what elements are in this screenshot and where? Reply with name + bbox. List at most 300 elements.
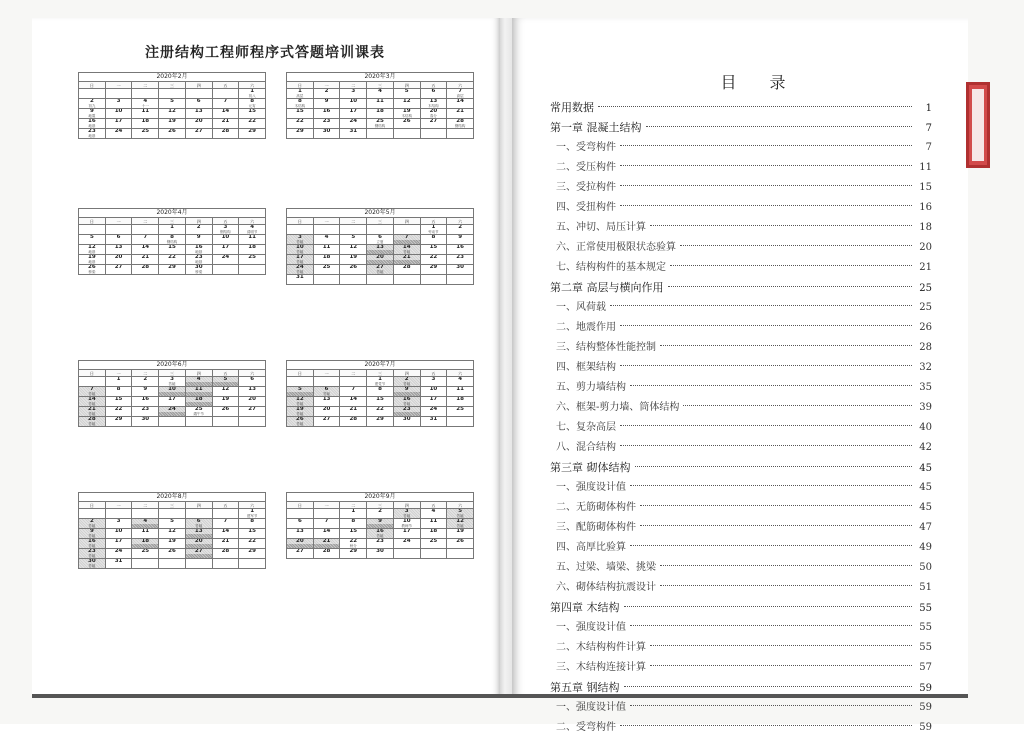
toc-leader-dots bbox=[646, 126, 913, 127]
day-cell: 2 答疑 bbox=[394, 377, 421, 387]
empty-cell bbox=[314, 225, 341, 235]
day-cell: 21 bbox=[394, 255, 421, 265]
day-cell: 24 bbox=[340, 119, 367, 129]
day-cell: 15 bbox=[239, 529, 266, 539]
toc-leader-dots bbox=[630, 705, 912, 706]
toc-entry-text: 第一章 混凝土结构 bbox=[550, 121, 642, 134]
empty-cell bbox=[132, 559, 159, 569]
day-cell: 21 bbox=[340, 407, 367, 417]
day-cell: 9 答疑 bbox=[79, 529, 106, 539]
day-cell: 31 bbox=[106, 559, 133, 569]
calendar-months bbox=[78, 72, 480, 646]
day-cell: 12 bbox=[213, 387, 240, 397]
day-cell: 16 地基 bbox=[79, 119, 106, 129]
toc-section-entry bbox=[550, 398, 932, 418]
day-cell: 23 bbox=[132, 407, 159, 417]
day-cell: 1 建党节 bbox=[367, 377, 394, 387]
weekday-header: 日 bbox=[79, 82, 106, 89]
day-cell: 3 答疑 bbox=[159, 377, 186, 387]
day-cell: 6 bbox=[287, 519, 314, 529]
weekday-header: 四 bbox=[394, 218, 421, 225]
day-cell: 12 答疑 bbox=[287, 397, 314, 407]
empty-cell bbox=[79, 509, 106, 519]
toc-section-entry bbox=[550, 178, 932, 198]
day-cell: 14 bbox=[447, 99, 474, 109]
day-cell: 27 bbox=[239, 407, 266, 417]
day-cell: 17 bbox=[106, 539, 133, 549]
day-cell: 25 钢结构 bbox=[367, 119, 394, 129]
empty-cell bbox=[239, 559, 266, 569]
day-cell: 19 地基 bbox=[79, 255, 106, 265]
calendar-title: 注册结构工程师程序式答题培训课表 bbox=[145, 45, 385, 61]
day-cell: 17 bbox=[394, 529, 421, 539]
day-cell: 24 bbox=[421, 407, 448, 417]
day-cell: 2 初九 bbox=[79, 99, 106, 109]
toc-page-number: 49 bbox=[919, 542, 932, 553]
day-cell: 4 十一 bbox=[132, 99, 159, 109]
toc-page-number: 7 bbox=[925, 142, 932, 153]
day-cell: 13 bbox=[239, 387, 266, 397]
toc-entry-text: 一、受弯构件 bbox=[556, 142, 616, 153]
day-cell: 6 答疑 bbox=[186, 519, 213, 529]
toc-leader-dots bbox=[640, 505, 912, 506]
toc-section-entry bbox=[550, 378, 932, 398]
toc-page-number: 51 bbox=[919, 582, 932, 593]
day-cell: 31 bbox=[287, 275, 314, 285]
day-cell: 7 bbox=[213, 99, 240, 109]
day-cell: 23 地基 bbox=[186, 255, 213, 265]
day-cell: 22 bbox=[106, 407, 133, 417]
empty-cell bbox=[394, 275, 421, 285]
day-cell: 29 bbox=[340, 549, 367, 559]
day-cell: 6 答疑 bbox=[314, 387, 341, 397]
month-title: 2020年7月 bbox=[286, 360, 474, 369]
day-cell: 17 bbox=[340, 109, 367, 119]
day-cell: 9 bbox=[314, 99, 341, 109]
toc-section-entry bbox=[550, 578, 932, 598]
weekday-header: 二 bbox=[132, 502, 159, 509]
toc-leader-dots bbox=[640, 525, 912, 526]
day-cell: 11 bbox=[186, 387, 213, 397]
day-cell: 3 bbox=[106, 99, 133, 109]
weekday-header: 一 bbox=[314, 370, 341, 377]
day-cell: 25 bbox=[447, 407, 474, 417]
empty-cell bbox=[447, 417, 474, 427]
day-cell: 3 答疑 bbox=[394, 509, 421, 519]
weekday-header: 二 bbox=[132, 370, 159, 377]
day-cell: 18 bbox=[367, 109, 394, 119]
month-title: 2020年4月 bbox=[78, 208, 266, 217]
weekday-header: 五 bbox=[421, 502, 448, 509]
day-cell: 23 bbox=[367, 539, 394, 549]
month-grid bbox=[286, 81, 474, 139]
weekday-header: 日 bbox=[79, 370, 106, 377]
day-cell: 21 答疑 bbox=[79, 407, 106, 417]
weekday-header: 六 bbox=[447, 82, 474, 89]
day-cell: 14 bbox=[132, 245, 159, 255]
day-cell: 14 答疑 bbox=[79, 397, 106, 407]
day-cell: 17 答疑 bbox=[287, 255, 314, 265]
toc-page-number: 47 bbox=[919, 522, 932, 533]
toc-entry-text: 七、复杂高层 bbox=[556, 422, 616, 433]
toc-page-number: 35 bbox=[919, 382, 932, 393]
day-cell: 7 bbox=[132, 235, 159, 245]
toc-entry-text: 第三章 砌体结构 bbox=[550, 461, 631, 474]
toc-section-entry bbox=[550, 538, 932, 558]
day-cell: 8 木结构 bbox=[287, 99, 314, 109]
day-cell: 20 bbox=[186, 119, 213, 129]
toc-section-entry bbox=[550, 478, 932, 498]
toc-section-entry bbox=[550, 698, 932, 718]
empty-cell bbox=[106, 89, 133, 99]
day-cell: 6 bbox=[421, 89, 448, 99]
day-cell: 5 答疑 bbox=[447, 509, 474, 519]
toc-section-entry bbox=[550, 198, 932, 218]
toc-section-entry bbox=[550, 258, 932, 278]
day-cell: 20 bbox=[314, 407, 341, 417]
toc-page-number: 32 bbox=[919, 362, 932, 373]
toc-section-entry bbox=[550, 638, 932, 658]
empty-cell bbox=[79, 377, 106, 387]
toc-entry-text: 二、受压构件 bbox=[556, 162, 616, 173]
empty-cell bbox=[367, 225, 394, 235]
day-cell: 27 答疑 bbox=[367, 265, 394, 275]
day-cell: 18 bbox=[132, 119, 159, 129]
day-cell: 24 bbox=[394, 539, 421, 549]
day-cell: 28 钢结构 bbox=[447, 119, 474, 129]
day-cell: 17 bbox=[106, 119, 133, 129]
day-cell: 28 bbox=[314, 549, 341, 559]
weekday-header: 三 bbox=[159, 82, 186, 89]
empty-cell bbox=[394, 225, 421, 235]
toc-page-number: 57 bbox=[919, 662, 932, 673]
toc-page-number: 55 bbox=[919, 642, 932, 653]
day-cell: 26 bbox=[394, 119, 421, 129]
day-cell: 12 答疑 bbox=[447, 519, 474, 529]
day-cell: 29 bbox=[287, 129, 314, 139]
weekday-header: 三 bbox=[159, 502, 186, 509]
toc-leader-dots bbox=[680, 245, 912, 246]
month-calendar bbox=[286, 360, 474, 427]
day-cell: 24 bbox=[159, 407, 186, 417]
day-cell: 27 bbox=[186, 129, 213, 139]
weekday-header: 六 bbox=[239, 370, 266, 377]
toc-page-number: 40 bbox=[919, 422, 932, 433]
toc-entry-text: 六、砌体结构抗震设计 bbox=[556, 582, 656, 593]
weekday-header: 一 bbox=[314, 82, 341, 89]
day-cell: 7 bbox=[394, 235, 421, 245]
weekday-header: 四 bbox=[186, 218, 213, 225]
day-cell: 14 bbox=[314, 529, 341, 539]
toc-section-entry bbox=[550, 318, 932, 338]
toc-leader-dots bbox=[650, 645, 912, 646]
day-cell: 4 清明节 bbox=[239, 225, 266, 235]
toc-entry-text: 二、木结构构件计算 bbox=[556, 642, 646, 653]
weekday-header: 四 bbox=[394, 82, 421, 89]
toc-entry-text: 三、木结构连接计算 bbox=[556, 662, 646, 673]
toc-entry-text: 二、受弯构件 bbox=[556, 722, 616, 733]
day-cell: 4 bbox=[421, 509, 448, 519]
table-of-contents bbox=[550, 98, 932, 738]
toc-leader-dots bbox=[670, 265, 912, 266]
weekday-header: 二 bbox=[132, 218, 159, 225]
month-grid bbox=[286, 217, 474, 285]
toc-leader-dots bbox=[630, 485, 912, 486]
weekday-header: 四 bbox=[186, 502, 213, 509]
toc-leader-dots bbox=[620, 325, 912, 326]
day-cell: 30 bbox=[447, 265, 474, 275]
month-title: 2020年3月 bbox=[286, 72, 474, 81]
month-calendar bbox=[286, 72, 474, 139]
empty-cell bbox=[340, 377, 367, 387]
toc-entry-text: 五、过梁、墙梁、挑梁 bbox=[556, 562, 656, 573]
day-cell: 15 bbox=[106, 397, 133, 407]
day-cell: 17 bbox=[213, 245, 240, 255]
day-cell: 13 bbox=[106, 245, 133, 255]
day-cell: 22 bbox=[421, 255, 448, 265]
day-cell: 23 bbox=[447, 255, 474, 265]
empty-cell bbox=[213, 265, 240, 275]
day-cell: 10 教师节 bbox=[394, 519, 421, 529]
toc-entry-text: 五、冲切、局压计算 bbox=[556, 222, 646, 233]
day-cell: 26 答疑 bbox=[287, 417, 314, 427]
day-cell: 25 bbox=[132, 549, 159, 559]
toc-entry-text: 一、强度设计值 bbox=[556, 702, 626, 713]
toc-leader-dots bbox=[620, 365, 912, 366]
toc-chapter-entry bbox=[550, 98, 932, 118]
day-cell: 20 bbox=[106, 255, 133, 265]
day-cell: 10 bbox=[340, 99, 367, 109]
day-cell: 24 bbox=[213, 255, 240, 265]
day-cell: 10 bbox=[421, 387, 448, 397]
day-cell: 29 bbox=[159, 265, 186, 275]
day-cell: 11 bbox=[421, 519, 448, 529]
month-calendar bbox=[286, 492, 474, 559]
toc-chapter-entry bbox=[550, 678, 932, 698]
day-cell: 16 答疑 bbox=[394, 397, 421, 407]
day-cell: 5 bbox=[394, 89, 421, 99]
month-grid bbox=[78, 369, 266, 427]
day-cell: 30 桥梁 bbox=[186, 265, 213, 275]
day-cell: 20 bbox=[239, 397, 266, 407]
day-cell: 25 bbox=[239, 255, 266, 265]
month-calendar bbox=[78, 72, 266, 139]
weekday-header: 一 bbox=[314, 502, 341, 509]
day-cell: 9 地震 bbox=[79, 109, 106, 119]
day-cell: 29 bbox=[239, 129, 266, 139]
toc-entry-text: 三、配筋砌体构件 bbox=[556, 522, 636, 533]
day-cell: 14 bbox=[213, 109, 240, 119]
day-cell: 19 bbox=[213, 397, 240, 407]
weekday-header: 一 bbox=[106, 502, 133, 509]
day-cell: 18 bbox=[186, 397, 213, 407]
day-cell: 25 bbox=[314, 265, 341, 275]
day-cell: 2 bbox=[186, 225, 213, 235]
day-cell: 10 答疑 bbox=[287, 245, 314, 255]
toc-leader-dots bbox=[630, 545, 912, 546]
toc-section-entry bbox=[550, 618, 932, 638]
empty-cell bbox=[159, 89, 186, 99]
toc-leader-dots bbox=[630, 625, 912, 626]
month-calendar bbox=[78, 208, 266, 275]
empty-cell bbox=[394, 549, 421, 559]
toc-section-entry bbox=[550, 358, 932, 378]
toc-section-entry bbox=[550, 138, 932, 158]
toc-entry-text: 二、地震作用 bbox=[556, 322, 616, 333]
day-cell: 12 bbox=[394, 99, 421, 109]
month-grid bbox=[78, 81, 266, 139]
day-cell: 3 bbox=[340, 89, 367, 99]
weekday-header: 五 bbox=[213, 502, 240, 509]
toc-page-number: 50 bbox=[919, 562, 932, 573]
day-cell: 8 bbox=[239, 519, 266, 529]
day-cell: 21 bbox=[213, 539, 240, 549]
day-cell: 27 bbox=[314, 417, 341, 427]
month-grid bbox=[78, 501, 266, 569]
empty-cell bbox=[79, 225, 106, 235]
day-cell: 7 bbox=[314, 519, 341, 529]
day-cell: 12 bbox=[159, 109, 186, 119]
toc-entry-text: 六、框架-剪力墙、筒体结构 bbox=[556, 402, 680, 413]
toc-page-number: 11 bbox=[919, 162, 932, 173]
empty-cell bbox=[132, 225, 159, 235]
day-cell: 2 bbox=[132, 377, 159, 387]
day-cell: 30 bbox=[314, 129, 341, 139]
toc-entry-text: 常用数据 bbox=[550, 101, 594, 114]
day-cell: 19 bbox=[340, 255, 367, 265]
weekday-header: 二 bbox=[340, 502, 367, 509]
day-cell: 26 bbox=[159, 549, 186, 559]
day-cell: 2 bbox=[367, 509, 394, 519]
weekday-header: 六 bbox=[239, 502, 266, 509]
empty-cell bbox=[159, 509, 186, 519]
day-cell: 22 bbox=[287, 119, 314, 129]
day-cell: 11 bbox=[132, 529, 159, 539]
day-cell: 26 bbox=[213, 407, 240, 417]
month-title: 2020年8月 bbox=[78, 492, 266, 501]
toc-leader-dots bbox=[650, 665, 912, 666]
toc-page-number: 1 bbox=[925, 103, 932, 114]
empty-cell bbox=[106, 509, 133, 519]
day-cell: 14 答疑 bbox=[394, 245, 421, 255]
day-cell: 12 bbox=[159, 529, 186, 539]
weekday-header: 日 bbox=[79, 502, 106, 509]
day-cell: 1 bbox=[106, 377, 133, 387]
weekday-header: 日 bbox=[287, 218, 314, 225]
toc-chapter-entry bbox=[550, 598, 932, 618]
day-cell: 4 bbox=[314, 235, 341, 245]
day-cell: 24 bbox=[106, 129, 133, 139]
day-cell: 10 bbox=[106, 109, 133, 119]
day-cell: 6 bbox=[106, 235, 133, 245]
day-cell: 15 bbox=[287, 109, 314, 119]
toc-page-number: 25 bbox=[919, 302, 932, 313]
day-cell: 13 bbox=[186, 109, 213, 119]
empty-cell bbox=[132, 509, 159, 519]
toc-entry-text: 三、结构整体性能控制 bbox=[556, 342, 656, 353]
toc-section-entry bbox=[550, 218, 932, 238]
day-cell: 31 bbox=[340, 129, 367, 139]
toc-entry-text: 四、高厚比验算 bbox=[556, 542, 626, 553]
toc-leader-dots bbox=[635, 466, 913, 467]
toc-leader-dots bbox=[624, 686, 913, 687]
day-cell: 9 bbox=[394, 387, 421, 397]
toc-page-number: 42 bbox=[919, 442, 932, 453]
toc-leader-dots bbox=[610, 305, 912, 306]
day-cell: 5 bbox=[159, 519, 186, 529]
day-cell: 28 bbox=[394, 265, 421, 275]
empty-cell bbox=[314, 509, 341, 519]
weekday-header: 三 bbox=[367, 218, 394, 225]
month-grid bbox=[286, 501, 474, 559]
toc-section-entry bbox=[550, 518, 932, 538]
toc-section-entry bbox=[550, 158, 932, 178]
weekday-header: 四 bbox=[394, 502, 421, 509]
day-cell: 21 bbox=[213, 119, 240, 129]
day-cell: 10 bbox=[159, 387, 186, 397]
day-cell: 23 bbox=[394, 407, 421, 417]
day-cell: 18 bbox=[132, 539, 159, 549]
weekday-header: 一 bbox=[106, 370, 133, 377]
empty-cell bbox=[186, 509, 213, 519]
weekday-header: 日 bbox=[287, 502, 314, 509]
day-cell: 6 立夏 bbox=[367, 235, 394, 245]
day-cell: 18 bbox=[421, 529, 448, 539]
day-cell: 18 bbox=[314, 255, 341, 265]
toc-page-number: 45 bbox=[919, 502, 932, 513]
toc-entry-text: 四、受扭构件 bbox=[556, 202, 616, 213]
day-cell: 30 答疑 bbox=[79, 559, 106, 569]
toc-leader-dots bbox=[598, 106, 912, 107]
day-cell: 31 bbox=[421, 417, 448, 427]
day-cell: 4 bbox=[367, 89, 394, 99]
day-cell: 28 bbox=[213, 549, 240, 559]
weekday-header: 四 bbox=[394, 370, 421, 377]
toc-leader-dots bbox=[620, 165, 912, 166]
day-cell: 10 bbox=[213, 235, 240, 245]
day-cell: 13 bbox=[287, 529, 314, 539]
weekday-header: 五 bbox=[213, 370, 240, 377]
day-cell: 28 bbox=[132, 265, 159, 275]
day-cell: 22 秋分 bbox=[340, 539, 367, 549]
day-cell: 5 bbox=[287, 387, 314, 397]
day-cell: 7 高层 bbox=[447, 89, 474, 99]
day-cell: 14 bbox=[340, 397, 367, 407]
toc-entry-text: 五、剪力墙结构 bbox=[556, 382, 626, 393]
empty-cell bbox=[314, 377, 341, 387]
day-cell: 8 bbox=[340, 519, 367, 529]
toc-entry-text: 二、无筋砌体构件 bbox=[556, 502, 636, 513]
day-cell: 7 bbox=[213, 519, 240, 529]
day-cell: 23 地基 bbox=[79, 129, 106, 139]
toc-leader-dots bbox=[660, 345, 912, 346]
day-cell: 15 bbox=[159, 245, 186, 255]
toc-section-entry bbox=[550, 658, 932, 678]
day-cell: 1 初八 bbox=[239, 89, 266, 99]
weekday-header: 三 bbox=[367, 370, 394, 377]
weekday-header: 四 bbox=[186, 370, 213, 377]
day-cell: 18 bbox=[447, 397, 474, 407]
day-cell: 5 bbox=[213, 377, 240, 387]
toc-leader-dots bbox=[660, 565, 912, 566]
empty-cell bbox=[447, 549, 474, 559]
toc-page-number: 20 bbox=[919, 242, 932, 253]
day-cell: 4 bbox=[132, 519, 159, 529]
empty-cell bbox=[213, 89, 240, 99]
day-cell: 19 答疑 bbox=[287, 407, 314, 417]
day-cell: 27 bbox=[106, 265, 133, 275]
toc-chapter-entry bbox=[550, 458, 932, 478]
